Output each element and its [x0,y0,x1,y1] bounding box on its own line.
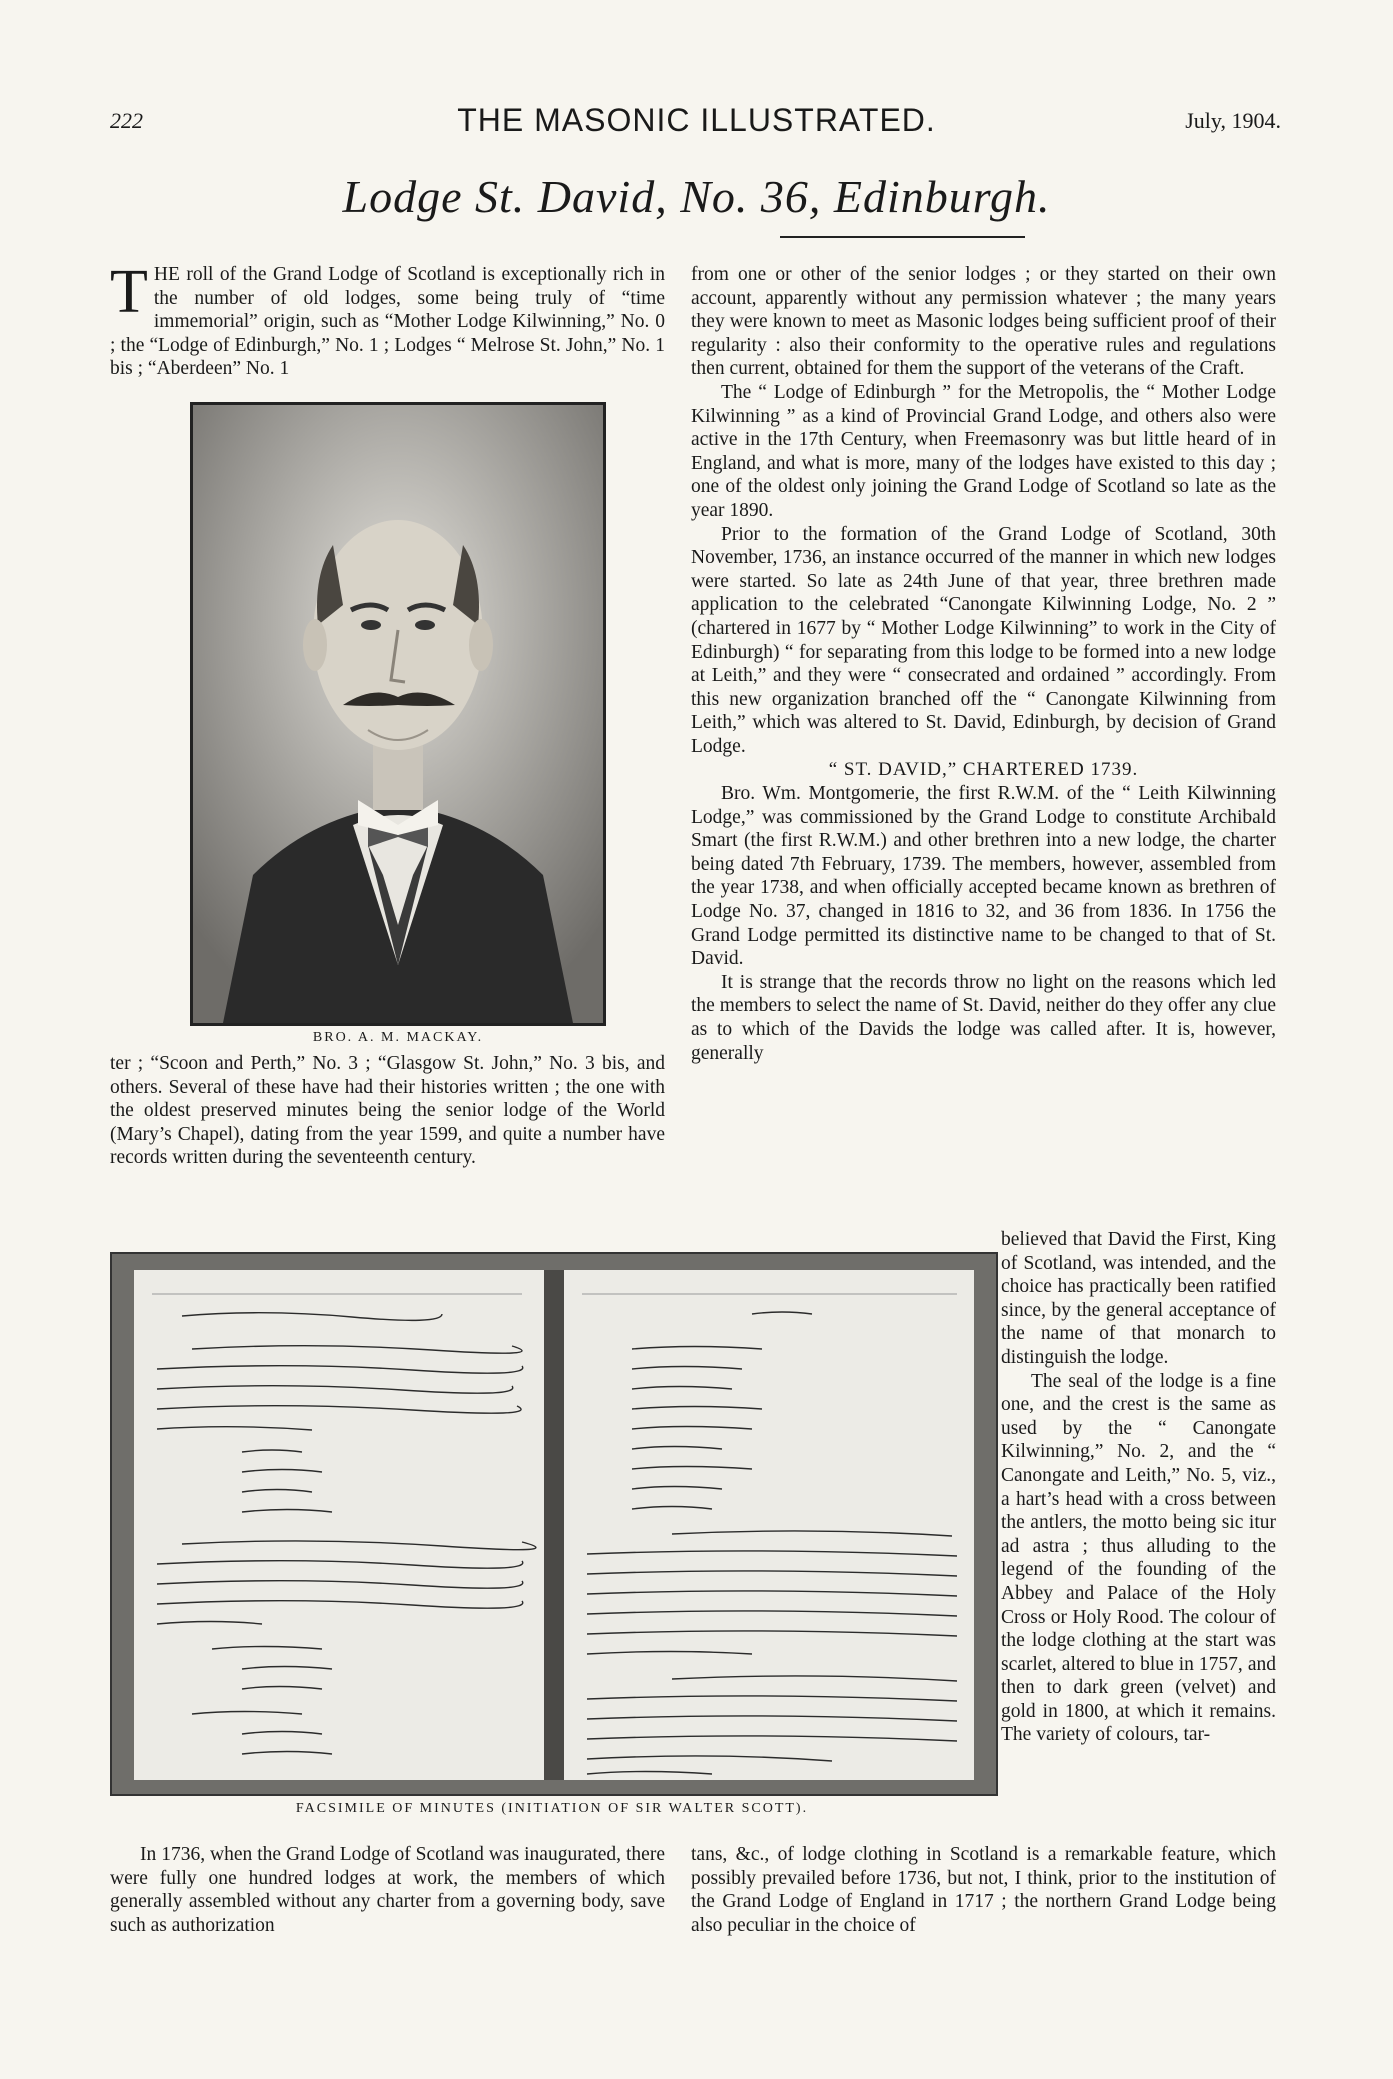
right-column-bottom [691,1843,1276,1937]
page-number: 222 [110,108,143,133]
narrow-para-2: The seal of the lodge is a fine one, and the crest is the same as used by the “ Canongate Kilwinning,” No. 2, and the “ Canongate and Leith,” No. 5, viz., a hart’s head with a cross between the antlers, the motto being sic itur ad astra ; thus alluding to the legend of the founding of the Abbey and Palace of the Holy Cross or Holy Rood. The colour of the lodge clothing at the start was scarlet, altered to blue in 1757, and then to dark green (velvet) and gold in 1800, at which it remains. The variety of colours, tar- [1001,1370,1276,1746]
masthead: THE MASONIC ILLUSTRATED. [457,102,936,138]
article-title: Lodge St. David, No. 36, Edinburgh. [342,171,1051,222]
right-para-4: Bro. Wm. Montgomerie, the first R.W.M. of the “ Leith Kilwinning Lodge,” was commissioned by the Grand Lodge to constitute Archibald Smart (the first R.W.M.) and other brethren into a new lodge, the charter being dated 7th February, 1739. The members, however, assembled from the year 1738, and when officially accepted became known as brethren of Lodge No. 37, changed in 1816 to 32, and 36 from 1836. In 1756 the Grand Lodge permitted its distinctive name to be changed to that of St. David. [691,783,1276,970]
portrait-caption: BRO. A. M. MACKAY. [312,1030,484,1045]
right-column-narrow [1001,1228,1276,1747]
title-rule [780,236,1025,238]
right-para-3: Prior to the formation of the Grand Lodge of Scotland, 30th November, 1736, an instance occurred of the manner in which new lodges were started. So late as 24th June of that year, three brethren made application to the celebrated “Canongate Kilwinning Lodge, No. 2 ” (chartered in 1677 by “ Mother Lodge Kilwinning” to work in the City of Edinburgh) “ for separating from this lodge to be formed into a new lodge at Leith,” and they were “ consecrated and ordained ” accordingly. From this new organization branched off the “ Canongate Kilwinning from Leith,” which was altered to St. David, Edinburgh, by decision of Grand Lodge. [691,523,1276,757]
left-continued-text: ter ; “Scoon and Perth,” No. 3 ; “Glasgow St. John,” No. 3 bis, and others. Several of these have had their histories written ; the one with the oldest preserved minutes being the senior lodge of the World (Mary’s Chapel), dating from the year 1599, and quite a number have records written during the seventeenth century. [110,1053,665,1169]
left-bottom-text: In 1736, when the Grand Lodge of Scotland was inaugurated, there were fully one hundred lodges at work, the members of which generally assembled without any charter from a governing body, save such as authorization [110,1844,665,1936]
left-column-intro [110,258,665,381]
facsimile-caption: FACSIMILE OF MINUTES (INITIATION OF SIR WALTER SCOTT). [295,1801,809,1816]
portrait-illustration [193,405,603,1023]
portrait-photo [190,402,606,1026]
right-para-2: The “ Lodge of Edinburgh ” for the Metropolis, the “ Mother Lodge Kilwinning ” as a kind of Provincial Grand Lodge, and others also were active in the 17th Century, when Freemasonry was but little heard of in England, and what is more, many of the lodges have existed to this day ; one of the oldest only joining the Grand Lodge of Scotland so late as the year 1890. [691,381,1276,521]
narrow-para-1: believed that David the First, King of Scotland, was intended, and the choice has practically been ratified since, by the general acceptance of the name of that monarch to distinguish the lodge. [1001,1229,1276,1368]
intro-text: HE roll of the Grand Lodge of Scotland is exceptionally rich in the number of old lodges, some being truly of “time immemorial” origin, such as “Mother Lodge Kilwinning,” No. 0 ; the “Lodge of Edinburgh,” No. 1 ; Lodges “ Melrose St. John,” No. 1 bis ; “Aberdeen” No. 1 [110,264,665,380]
issue-date: July, 1904. [1185,108,1281,133]
minutes-book-illustration [112,1254,996,1794]
right-para-5: It is strange that the records throw no light on the reasons which led the members to select the name of St. David, neither do they offer any clue as to which of the Davids the lodge was called after. It is, however, generally [691,971,1276,1064]
running-header [0,102,1393,142]
minutes-facsimile [110,1252,998,1796]
section-subheading: “ ST. DAVID,” CHARTERED 1739. [828,759,1139,781]
left-column-bottom [110,1843,665,1937]
right-para-1: from one or other of the senior lodges ; or they started on their own account, apparently without any permission whatever ; the many years they were known to meet as Masonic lodges being sufficient proof of their regularity : also their conformity to the operative rules and regulations then current, obtained for them the support of the veterans of the Craft. [691,264,1276,380]
right-column [691,263,1276,1065]
drop-cap: T [110,258,148,326]
left-column-continued [110,1052,665,1170]
right-bottom-text: tans, &c., of lodge clothing in Scotland is a remarkable feature, which possibly prevailed before 1736, but not, I think, prior to the institution of the Grand Lodge of England in 1717 ; the northern Grand Lodge being also peculiar in the choice of [691,1844,1276,1936]
